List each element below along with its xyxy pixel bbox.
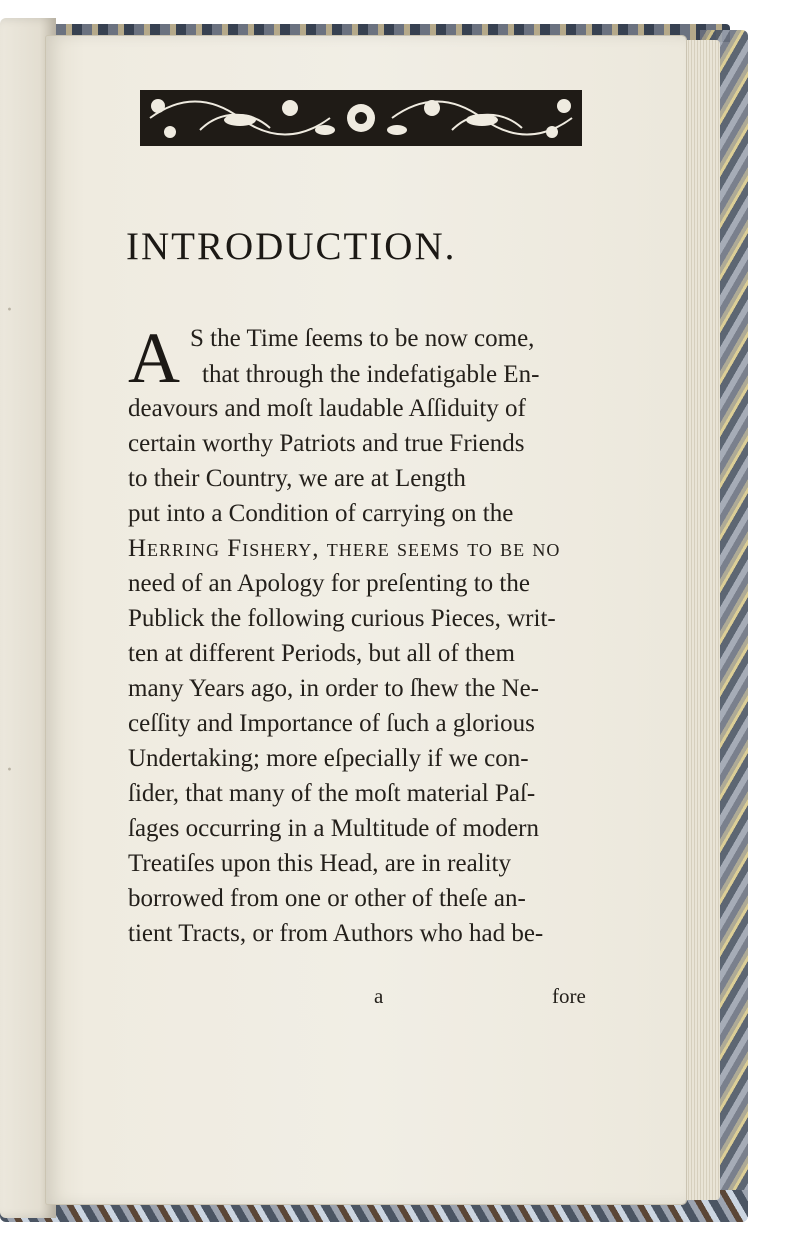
text-line: ten at different Periods, but all of them [128, 640, 515, 667]
recto-page [46, 36, 686, 1204]
signature-mark: a [374, 984, 384, 1008]
catchword: fore [552, 984, 586, 1008]
text-line: tient Tracts, or from Authors who had be- [128, 920, 544, 947]
page-block-edges [680, 40, 720, 1200]
page-title: INTRODUCTION. [126, 225, 457, 268]
text-line: Publick the following curious Pieces, writ- [128, 605, 556, 632]
text-line: borrowed from one or other of theſe an- [128, 885, 526, 912]
left-page-ghost-text: · [6, 298, 13, 323]
text-line: Undertaking; more eſpecially if we con- [128, 745, 529, 772]
text-line: deavours and moſt laudable Aſſiduity of [128, 395, 526, 422]
drop-cap: A [128, 318, 180, 398]
headpiece-ornament [140, 90, 582, 146]
text-line: ceſſity and Importance of ſuch a glorious [128, 710, 535, 737]
text-line: Herring Fishery, there ſeems to be no [128, 535, 561, 562]
text-line: Treatiſes upon this Head, are in reality [128, 850, 512, 877]
text-line: ſider, that many of the moſt material Paſ- [128, 780, 536, 807]
text-line: ſages occurring in a Multitude of modern [128, 815, 539, 842]
text-line: to their Country, we are at Length [128, 465, 466, 492]
text-line: S the Time ſeems to be now come, [190, 325, 535, 352]
floral-ornament-icon [140, 90, 582, 146]
text-line: certain worthy Patriots and true Friends [128, 430, 525, 457]
text-line: put into a Condition of carrying on the [128, 500, 514, 527]
text-line: that through the indefatigable En- [202, 361, 540, 388]
text-line: need of an Apology for preſenting to the [128, 570, 530, 597]
left-page-ghost-text: · [6, 758, 13, 783]
text-line: many Years ago, in order to ſhew the Ne- [128, 675, 540, 702]
